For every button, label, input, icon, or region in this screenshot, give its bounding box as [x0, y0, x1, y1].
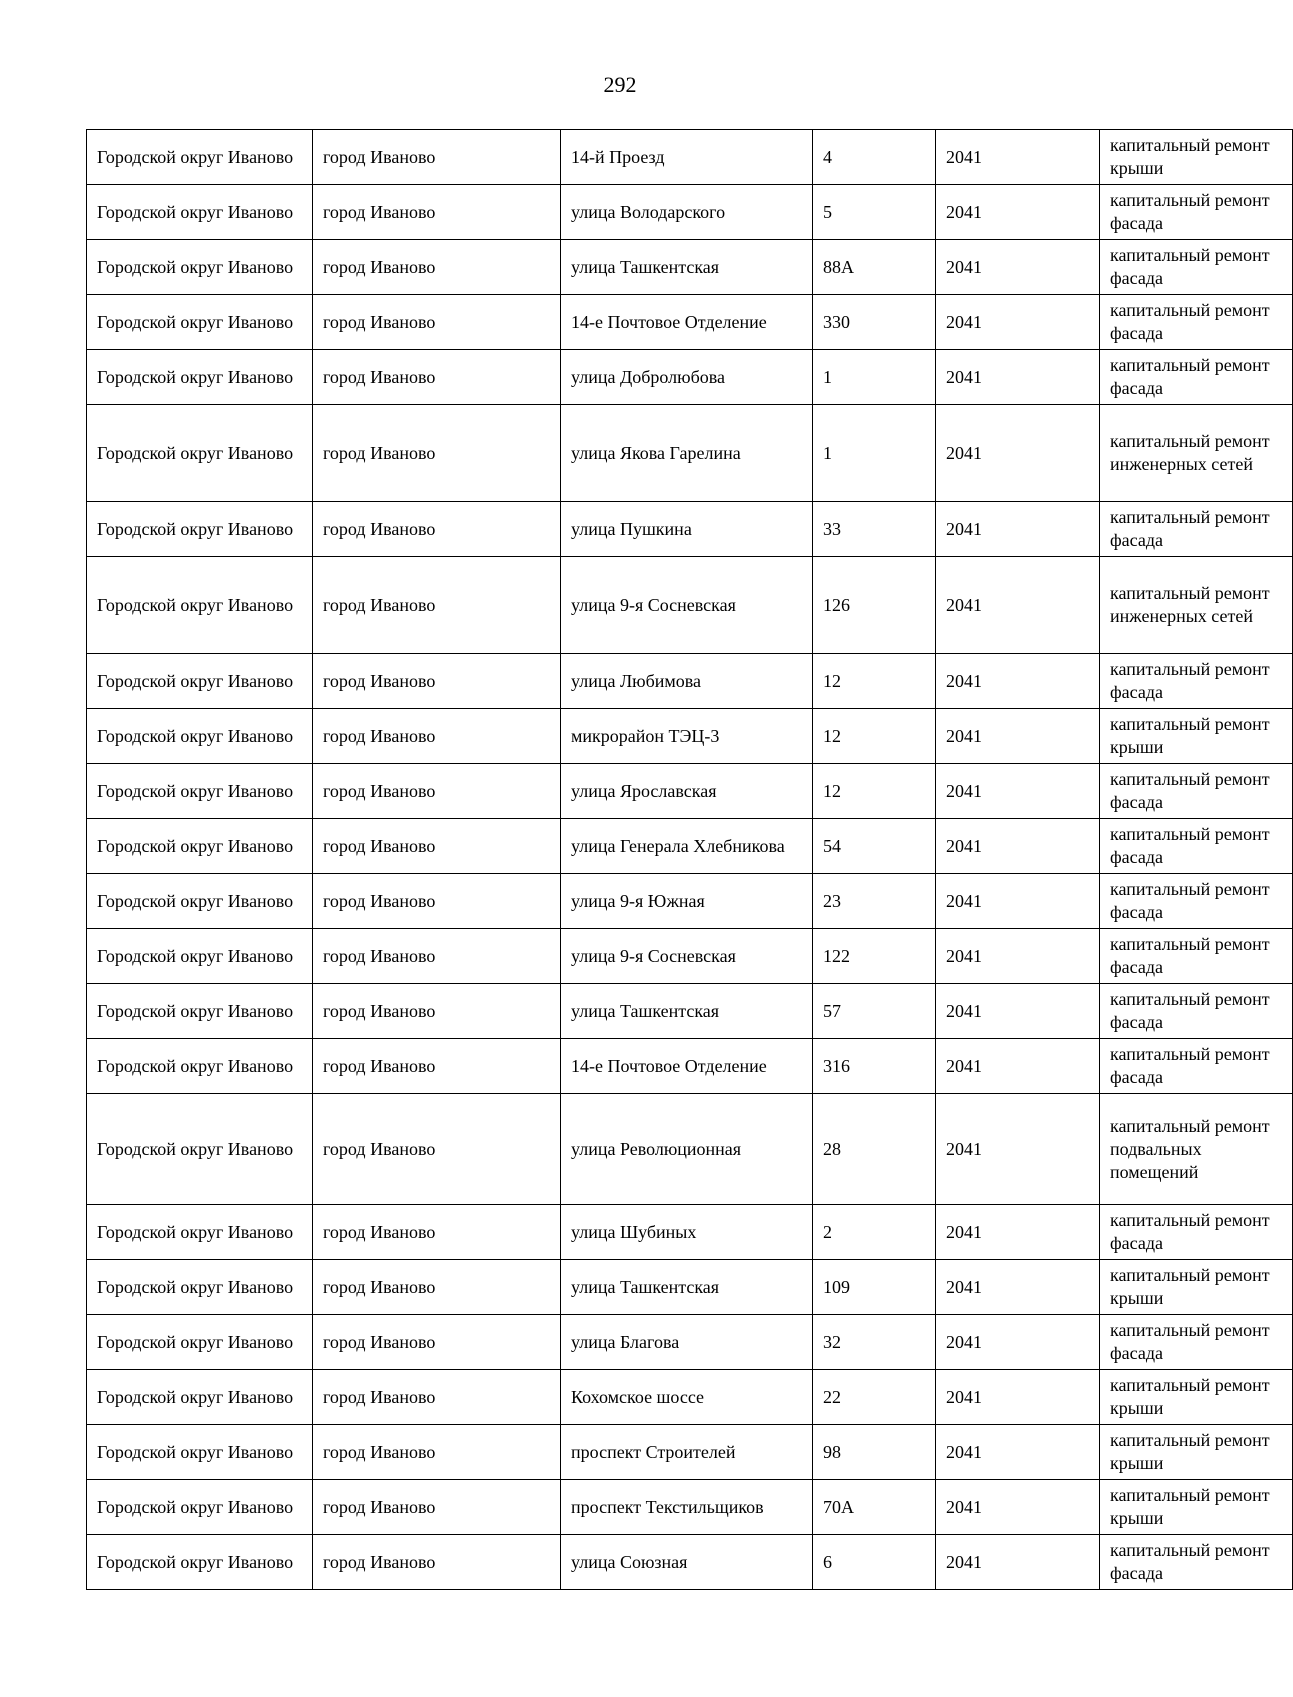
table-row [87, 502, 1293, 557]
house-number-cell: 57 [813, 984, 936, 1039]
municipality-cell: Городской округ Иваново [87, 295, 313, 350]
table-row [87, 874, 1293, 929]
house-number-cell: 12 [813, 654, 936, 709]
planned-year-cell: 2041 [936, 984, 1100, 1039]
house-number-cell: 1 [813, 405, 936, 502]
table-row [87, 1370, 1293, 1425]
street-cell: улица Якова Гарелина [561, 405, 813, 502]
planned-year-cell: 2041 [936, 1039, 1100, 1094]
table-row [87, 1260, 1293, 1315]
work-type-cell: капитальный ремонт фасада [1100, 764, 1293, 819]
work-type-cell: капитальный ремонт крыши [1100, 709, 1293, 764]
settlement-cell: город Иваново [313, 874, 561, 929]
street-cell: улица Благова [561, 1315, 813, 1370]
municipality-cell: Городской округ Иваново [87, 874, 313, 929]
settlement-cell: город Иваново [313, 350, 561, 405]
settlement-cell: город Иваново [313, 1315, 561, 1370]
settlement-cell: город Иваново [313, 819, 561, 874]
planned-year-cell: 2041 [936, 874, 1100, 929]
street-cell: улица 9-я Сосневская [561, 557, 813, 654]
table-row [87, 1425, 1293, 1480]
municipality-cell: Городской округ Иваново [87, 1039, 313, 1094]
municipality-cell: Городской округ Иваново [87, 130, 313, 185]
table-row [87, 984, 1293, 1039]
table-row [87, 557, 1293, 654]
work-type-cell: капитальный ремонт крыши [1100, 1480, 1293, 1535]
house-number-cell: 12 [813, 709, 936, 764]
settlement-cell: город Иваново [313, 929, 561, 984]
street-cell: улица Ярославская [561, 764, 813, 819]
house-number-cell: 126 [813, 557, 936, 654]
planned-year-cell: 2041 [936, 185, 1100, 240]
municipality-cell: Городской округ Иваново [87, 1094, 313, 1205]
street-cell: 14-е Почтовое Отделение [561, 295, 813, 350]
work-type-cell: капитальный ремонт инженерных сетей [1100, 405, 1293, 502]
table-row [87, 1535, 1293, 1590]
street-cell: улица Любимова [561, 654, 813, 709]
planned-year-cell: 2041 [936, 1425, 1100, 1480]
work-type-cell: капитальный ремонт фасада [1100, 1039, 1293, 1094]
settlement-cell: город Иваново [313, 130, 561, 185]
house-number-cell: 12 [813, 764, 936, 819]
municipality-cell: Городской округ Иваново [87, 1480, 313, 1535]
house-number-cell: 6 [813, 1535, 936, 1590]
street-cell: микрорайон ТЭЦ-3 [561, 709, 813, 764]
work-type-cell: капитальный ремонт крыши [1100, 1425, 1293, 1480]
settlement-cell: город Иваново [313, 1535, 561, 1590]
house-number-cell: 316 [813, 1039, 936, 1094]
street-cell: улица Ташкентская [561, 240, 813, 295]
municipality-cell: Городской округ Иваново [87, 185, 313, 240]
settlement-cell: город Иваново [313, 295, 561, 350]
street-cell: Кохомское шоссе [561, 1370, 813, 1425]
house-number-cell: 330 [813, 295, 936, 350]
municipality-cell: Городской округ Иваново [87, 654, 313, 709]
street-cell: улица Ташкентская [561, 984, 813, 1039]
street-cell: проспект Текстильщиков [561, 1480, 813, 1535]
planned-year-cell: 2041 [936, 1315, 1100, 1370]
street-cell: улица Добролюбова [561, 350, 813, 405]
settlement-cell: город Иваново [313, 1260, 561, 1315]
street-cell: улица Пушкина [561, 502, 813, 557]
planned-year-cell: 2041 [936, 1205, 1100, 1260]
work-type-cell: капитальный ремонт фасада [1100, 1205, 1293, 1260]
house-number-cell: 2 [813, 1205, 936, 1260]
house-number-cell: 22 [813, 1370, 936, 1425]
municipality-cell: Городской округ Иваново [87, 240, 313, 295]
planned-year-cell: 2041 [936, 130, 1100, 185]
table-row [87, 764, 1293, 819]
planned-year-cell: 2041 [936, 764, 1100, 819]
planned-year-cell: 2041 [936, 240, 1100, 295]
municipality-cell: Городской округ Иваново [87, 1425, 313, 1480]
work-type-cell: капитальный ремонт крыши [1100, 1260, 1293, 1315]
table-body [87, 130, 1293, 1590]
municipality-cell: Городской округ Иваново [87, 502, 313, 557]
municipality-cell: Городской округ Иваново [87, 350, 313, 405]
planned-year-cell: 2041 [936, 295, 1100, 350]
settlement-cell: город Иваново [313, 405, 561, 502]
municipality-cell: Городской округ Иваново [87, 1260, 313, 1315]
house-number-cell: 32 [813, 1315, 936, 1370]
planned-year-cell: 2041 [936, 1260, 1100, 1315]
work-type-cell: капитальный ремонт фасада [1100, 1315, 1293, 1370]
municipality-cell: Городской округ Иваново [87, 1535, 313, 1590]
settlement-cell: город Иваново [313, 502, 561, 557]
work-type-cell: капитальный ремонт фасада [1100, 1535, 1293, 1590]
municipality-cell: Городской округ Иваново [87, 709, 313, 764]
table-row [87, 1039, 1293, 1094]
street-cell: улица Шубиных [561, 1205, 813, 1260]
repair-schedule-table [86, 129, 1293, 1590]
house-number-cell: 109 [813, 1260, 936, 1315]
municipality-cell: Городской округ Иваново [87, 984, 313, 1039]
house-number-cell: 122 [813, 929, 936, 984]
settlement-cell: город Иваново [313, 1205, 561, 1260]
work-type-cell: капитальный ремонт подвальных помещений [1100, 1094, 1293, 1205]
table-row [87, 709, 1293, 764]
table-row [87, 240, 1293, 295]
work-type-cell: капитальный ремонт крыши [1100, 130, 1293, 185]
settlement-cell: город Иваново [313, 1480, 561, 1535]
page-number: 292 [603, 72, 637, 97]
work-type-cell: капитальный ремонт фасада [1100, 654, 1293, 709]
planned-year-cell: 2041 [936, 1480, 1100, 1535]
table-row [87, 819, 1293, 874]
work-type-cell: капитальный ремонт фасада [1100, 819, 1293, 874]
work-type-cell: капитальный ремонт фасада [1100, 240, 1293, 295]
street-cell: проспект Строителей [561, 1425, 813, 1480]
work-type-cell: капитальный ремонт фасада [1100, 874, 1293, 929]
planned-year-cell: 2041 [936, 350, 1100, 405]
municipality-cell: Городской округ Иваново [87, 557, 313, 654]
planned-year-cell: 2041 [936, 929, 1100, 984]
street-cell: улица Ташкентская [561, 1260, 813, 1315]
table-row [87, 295, 1293, 350]
table-row [87, 405, 1293, 502]
settlement-cell: город Иваново [313, 654, 561, 709]
settlement-cell: город Иваново [313, 1094, 561, 1205]
table-row [87, 185, 1293, 240]
table-row [87, 1315, 1293, 1370]
planned-year-cell: 2041 [936, 557, 1100, 654]
planned-year-cell: 2041 [936, 1370, 1100, 1425]
table-row [87, 130, 1293, 185]
work-type-cell: капитальный ремонт фасада [1100, 502, 1293, 557]
street-cell: улица Генерала Хлебникова [561, 819, 813, 874]
work-type-cell: капитальный ремонт крыши [1100, 1370, 1293, 1425]
municipality-cell: Городской округ Иваново [87, 1205, 313, 1260]
table-row [87, 654, 1293, 709]
house-number-cell: 4 [813, 130, 936, 185]
planned-year-cell: 2041 [936, 819, 1100, 874]
house-number-cell: 98 [813, 1425, 936, 1480]
municipality-cell: Городской округ Иваново [87, 1315, 313, 1370]
settlement-cell: город Иваново [313, 1425, 561, 1480]
house-number-cell: 28 [813, 1094, 936, 1205]
work-type-cell: капитальный ремонт инженерных сетей [1100, 557, 1293, 654]
work-type-cell: капитальный ремонт фасада [1100, 929, 1293, 984]
settlement-cell: город Иваново [313, 764, 561, 819]
settlement-cell: город Иваново [313, 709, 561, 764]
municipality-cell: Городской округ Иваново [87, 764, 313, 819]
municipality-cell: Городской округ Иваново [87, 929, 313, 984]
house-number-cell: 23 [813, 874, 936, 929]
work-type-cell: капитальный ремонт фасада [1100, 295, 1293, 350]
house-number-cell: 88А [813, 240, 936, 295]
street-cell: улица 9-я Сосневская [561, 929, 813, 984]
table-row [87, 1094, 1293, 1205]
table-row [87, 350, 1293, 405]
house-number-cell: 70А [813, 1480, 936, 1535]
house-number-cell: 54 [813, 819, 936, 874]
planned-year-cell: 2041 [936, 654, 1100, 709]
table-row [87, 929, 1293, 984]
work-type-cell: капитальный ремонт фасада [1100, 185, 1293, 240]
house-number-cell: 1 [813, 350, 936, 405]
settlement-cell: город Иваново [313, 185, 561, 240]
street-cell: 14-й Проезд [561, 130, 813, 185]
planned-year-cell: 2041 [936, 1094, 1100, 1205]
work-type-cell: капитальный ремонт фасада [1100, 984, 1293, 1039]
municipality-cell: Городской округ Иваново [87, 819, 313, 874]
municipality-cell: Городской округ Иваново [87, 1370, 313, 1425]
settlement-cell: город Иваново [313, 240, 561, 295]
table-row [87, 1205, 1293, 1260]
street-cell: улица Революционная [561, 1094, 813, 1205]
municipality-cell: Городской округ Иваново [87, 405, 313, 502]
work-type-cell: капитальный ремонт фасада [1100, 350, 1293, 405]
settlement-cell: город Иваново [313, 984, 561, 1039]
planned-year-cell: 2041 [936, 709, 1100, 764]
planned-year-cell: 2041 [936, 502, 1100, 557]
planned-year-cell: 2041 [936, 1535, 1100, 1590]
planned-year-cell: 2041 [936, 405, 1100, 502]
house-number-cell: 5 [813, 185, 936, 240]
street-cell: улица Союзная [561, 1535, 813, 1590]
street-cell: улица 9-я Южная [561, 874, 813, 929]
table-row [87, 1480, 1293, 1535]
settlement-cell: город Иваново [313, 1370, 561, 1425]
street-cell: улица Володарского [561, 185, 813, 240]
house-number-cell: 33 [813, 502, 936, 557]
settlement-cell: город Иваново [313, 1039, 561, 1094]
settlement-cell: город Иваново [313, 557, 561, 654]
street-cell: 14-е Почтовое Отделение [561, 1039, 813, 1094]
